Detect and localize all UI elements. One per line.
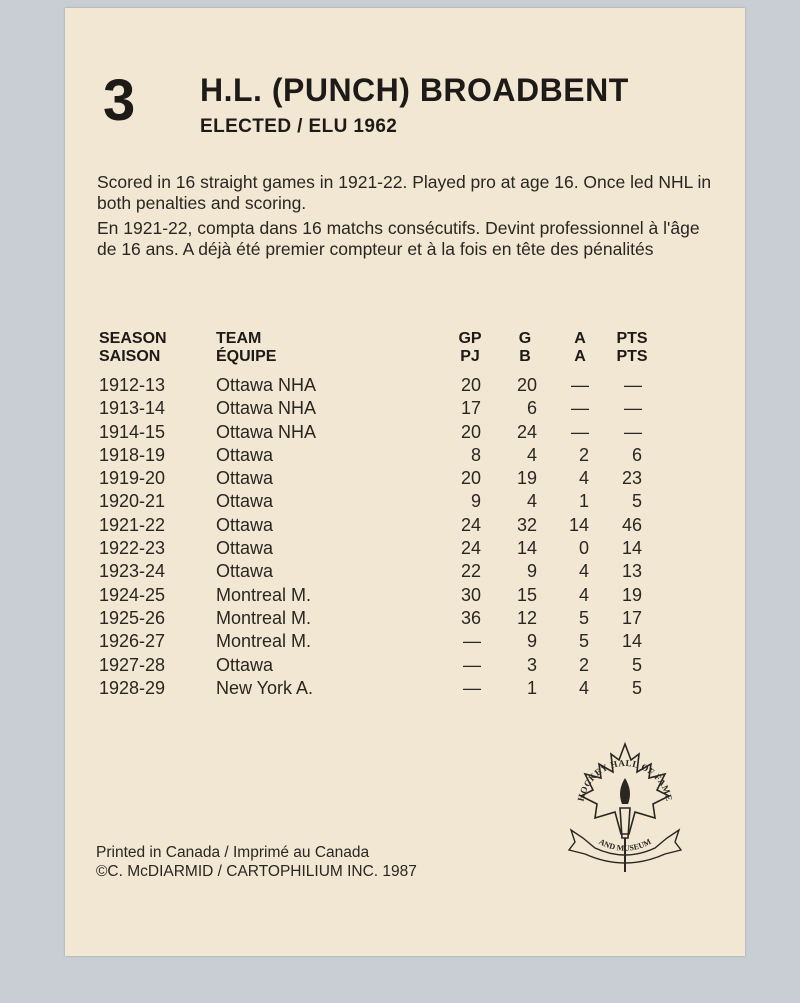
cell-team: Montreal M. <box>216 607 312 628</box>
cell-pts: 17 <box>621 607 642 628</box>
cell-g: 9 <box>526 561 537 582</box>
player-name: H.L. (PUNCH) BROADBENT <box>200 72 629 108</box>
header-a: A A <box>574 330 586 365</box>
cell-team: Ottawa <box>216 468 274 489</box>
table-row <box>65 422 745 445</box>
cell-season: 1922-23 <box>99 538 166 559</box>
table-row <box>65 561 745 584</box>
cell-a: 1 <box>578 491 589 512</box>
header-pts: PTS PTS <box>616 330 648 365</box>
cell-a: 14 <box>568 514 589 535</box>
cell-pts: 14 <box>621 538 642 559</box>
cell-g: 4 <box>526 491 537 512</box>
svg-text:AND MUSEUM: AND MUSEUM <box>597 837 653 853</box>
table-row <box>65 655 745 678</box>
footer-printed: Printed in Canada / Imprimé au Canada <box>96 844 370 861</box>
stats-table <box>65 375 745 701</box>
cell-a: 0 <box>578 538 589 559</box>
cell-gp: — <box>463 654 481 675</box>
cell-season: 1918-19 <box>99 444 166 465</box>
cell-pts: 5 <box>631 491 642 512</box>
cell-g: 3 <box>526 654 537 675</box>
table-row <box>65 445 745 468</box>
cell-gp: 30 <box>460 584 481 605</box>
cell-gp: 22 <box>460 561 481 582</box>
cell-a: — <box>571 421 589 442</box>
table-row <box>65 515 745 538</box>
cell-a: 2 <box>578 444 589 465</box>
cell-team: New York A. <box>216 677 314 698</box>
table-row <box>65 538 745 561</box>
cell-g: 24 <box>516 421 537 442</box>
table-row <box>65 398 745 421</box>
trading-card-back <box>65 8 745 956</box>
cell-pts: 6 <box>631 444 642 465</box>
cell-gp: 8 <box>470 444 481 465</box>
cell-team: Ottawa <box>216 444 274 465</box>
header-season: SEASON SAISON <box>99 330 167 365</box>
cell-season: 1913-14 <box>99 398 166 419</box>
cell-a: 2 <box>578 654 589 675</box>
cell-team: Ottawa NHA <box>216 375 317 395</box>
cell-season: 1920-21 <box>99 491 166 512</box>
footer-credits <box>96 843 417 881</box>
cell-season: 1914-15 <box>99 421 166 442</box>
cell-g: 4 <box>526 444 537 465</box>
cell-a: 4 <box>578 561 589 582</box>
footer-copyright: ©C. McDIARMID / CARTOPHILIUM INC. 1987 <box>96 863 417 880</box>
cell-gp: 9 <box>470 491 481 512</box>
bio-french: En 1921-22, compta dans 16 matchs consécutifs. Devint professionnel à l'âge de 16 ans. A déjà été premier compteur et à la fois en tête des pénalités <box>97 218 700 259</box>
table-row <box>65 375 745 398</box>
cell-pts: 23 <box>621 468 642 489</box>
cell-team: Ottawa <box>216 491 274 512</box>
cell-season: 1927-28 <box>99 654 166 675</box>
cell-g: 14 <box>516 538 537 559</box>
table-row <box>65 468 745 491</box>
cell-a: — <box>571 375 589 395</box>
cell-g: 6 <box>526 398 537 419</box>
svg-text:HOCKEY HALL OF FAME: HOCKEY HALL OF FAME <box>575 757 675 803</box>
header-team: TEAM ÉQUIPE <box>216 330 277 365</box>
cell-g: 19 <box>516 468 537 489</box>
cell-season: 1923-24 <box>99 561 166 582</box>
header-gp: GP PJ <box>458 330 482 365</box>
table-row <box>65 491 745 514</box>
cell-g: 32 <box>516 514 537 535</box>
cell-season: 1925-26 <box>99 607 166 628</box>
cell-season: 1919-20 <box>99 468 166 489</box>
cell-pts: 5 <box>631 677 642 698</box>
cell-a: — <box>571 398 589 419</box>
card-number: 3 <box>103 68 136 133</box>
cell-team: Ottawa <box>216 561 274 582</box>
cell-a: 4 <box>578 677 589 698</box>
cell-season: 1928-29 <box>99 677 166 698</box>
header-g: G B <box>518 330 532 365</box>
cell-a: 4 <box>578 584 589 605</box>
cell-gp: — <box>463 677 481 698</box>
cell-pts: — <box>624 398 642 419</box>
cell-a: 4 <box>578 468 589 489</box>
cell-pts: 5 <box>631 654 642 675</box>
cell-team: Ottawa <box>216 538 274 559</box>
cell-g: 9 <box>526 631 537 652</box>
cell-pts: 13 <box>621 561 642 582</box>
cell-gp: 17 <box>460 398 481 419</box>
cell-gp: 20 <box>460 375 481 395</box>
cell-a: 5 <box>578 607 589 628</box>
elected-year: ELECTED / ELU 1962 <box>200 116 398 137</box>
cell-a: 5 <box>578 631 589 652</box>
cell-g: 12 <box>516 607 537 628</box>
cell-g: 1 <box>526 677 537 698</box>
cell-gp: — <box>463 631 481 652</box>
cell-season: 1924-25 <box>99 584 166 605</box>
table-row <box>65 585 745 608</box>
cell-gp: 24 <box>460 514 481 535</box>
cell-season: 1926-27 <box>99 631 166 652</box>
cell-g: 20 <box>516 375 537 395</box>
cell-gp: 20 <box>460 421 481 442</box>
bio-english: Scored in 16 straight games in 1921-22. Played pro at age 16. Once led NHL in both penalties and scoring. <box>97 172 712 213</box>
cell-gp: 36 <box>460 607 481 628</box>
cell-gp: 20 <box>460 468 481 489</box>
cell-g: 15 <box>516 584 537 605</box>
hockey-hall-of-fame-logo <box>565 738 685 883</box>
cell-pts: — <box>624 421 642 442</box>
cell-gp: 24 <box>460 538 481 559</box>
cell-pts: 19 <box>621 584 642 605</box>
table-row <box>65 678 745 701</box>
cell-team: Ottawa <box>216 514 274 535</box>
cell-team: Ottawa NHA <box>216 421 317 442</box>
table-row <box>65 631 745 654</box>
cell-pts: 14 <box>621 631 642 652</box>
table-row <box>65 608 745 631</box>
cell-team: Ottawa <box>216 654 274 675</box>
cell-team: Montreal M. <box>216 584 312 605</box>
cell-team: Montreal M. <box>216 631 312 652</box>
cell-pts: 46 <box>621 514 642 535</box>
cell-team: Ottawa NHA <box>216 398 317 419</box>
cell-pts: — <box>624 375 642 395</box>
cell-season: 1912-13 <box>99 375 166 395</box>
cell-season: 1921-22 <box>99 514 166 535</box>
